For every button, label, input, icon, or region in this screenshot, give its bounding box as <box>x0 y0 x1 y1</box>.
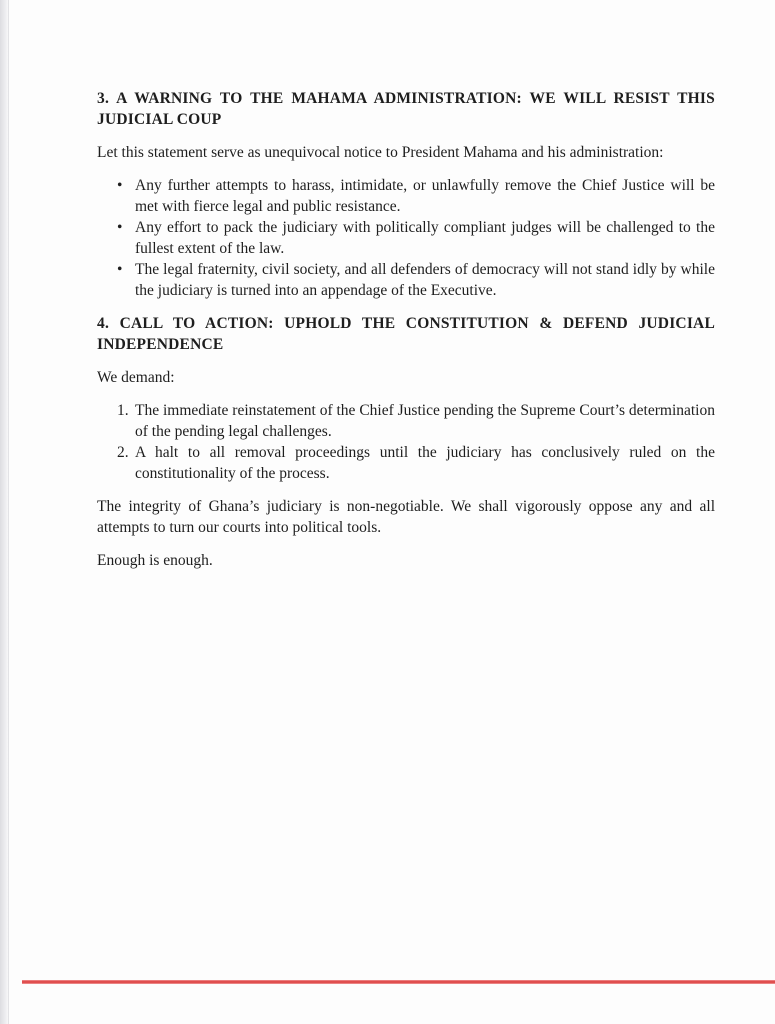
closing-paragraph: The integrity of Ghana’s judiciary is non-negotiable. We shall vigorously oppose any and all attempts to turn our courts into political tools. <box>97 498 715 536</box>
number-marker: 2. <box>117 444 129 461</box>
red-divider-line <box>22 980 775 984</box>
warning-intro-paragraph: Let this statement serve as unequivocal notice to President Mahama and his administration: <box>97 144 664 161</box>
section-heading-call-to-action: 4. CALL TO ACTION: UPHOLD THE CONSTITUTION & DEFEND JUDICIAL INDEPENDENCE <box>97 315 715 353</box>
bullet-marker: • <box>117 177 123 194</box>
demands-numbered-list <box>97 400 715 484</box>
list-item <box>97 400 715 442</box>
warning-bullet-list <box>97 175 715 301</box>
list-item-text: A halt to all removal proceedings until the judiciary has conclusively ruled on the constitutionality of the process. <box>135 444 715 482</box>
list-item-text: The legal fraternity, civil society, and all defenders of democracy will not stand idly by while the judiciary is turned into an appendage of the Executive. <box>135 261 715 299</box>
closing-statement: Enough is enough. <box>97 552 213 569</box>
document-body <box>97 88 715 583</box>
list-item <box>97 175 715 217</box>
page-edge-shadow <box>0 0 9 1024</box>
number-marker: 1. <box>117 402 129 419</box>
list-item-text: Any further attempts to harass, intimidate, or unlawfully remove the Chief Justice will be met with fierce legal and public resistance. <box>135 177 715 215</box>
section-heading-warning: 3. A WARNING TO THE MAHAMA ADMINISTRATION: WE WILL RESIST THIS JUDICIAL COUP <box>97 90 715 128</box>
demands-intro-paragraph: We demand: <box>97 369 175 386</box>
bullet-marker: • <box>117 219 123 236</box>
bullet-marker: • <box>117 261 123 278</box>
list-item-text: Any effort to pack the judiciary with politically compliant judges will be challenged to the fullest extent of the law. <box>135 219 715 257</box>
list-item <box>97 442 715 484</box>
list-item <box>97 259 715 301</box>
list-item-text: The immediate reinstatement of the Chief Justice pending the Supreme Court’s determination of the pending legal challenges. <box>135 402 715 440</box>
list-item <box>97 217 715 259</box>
